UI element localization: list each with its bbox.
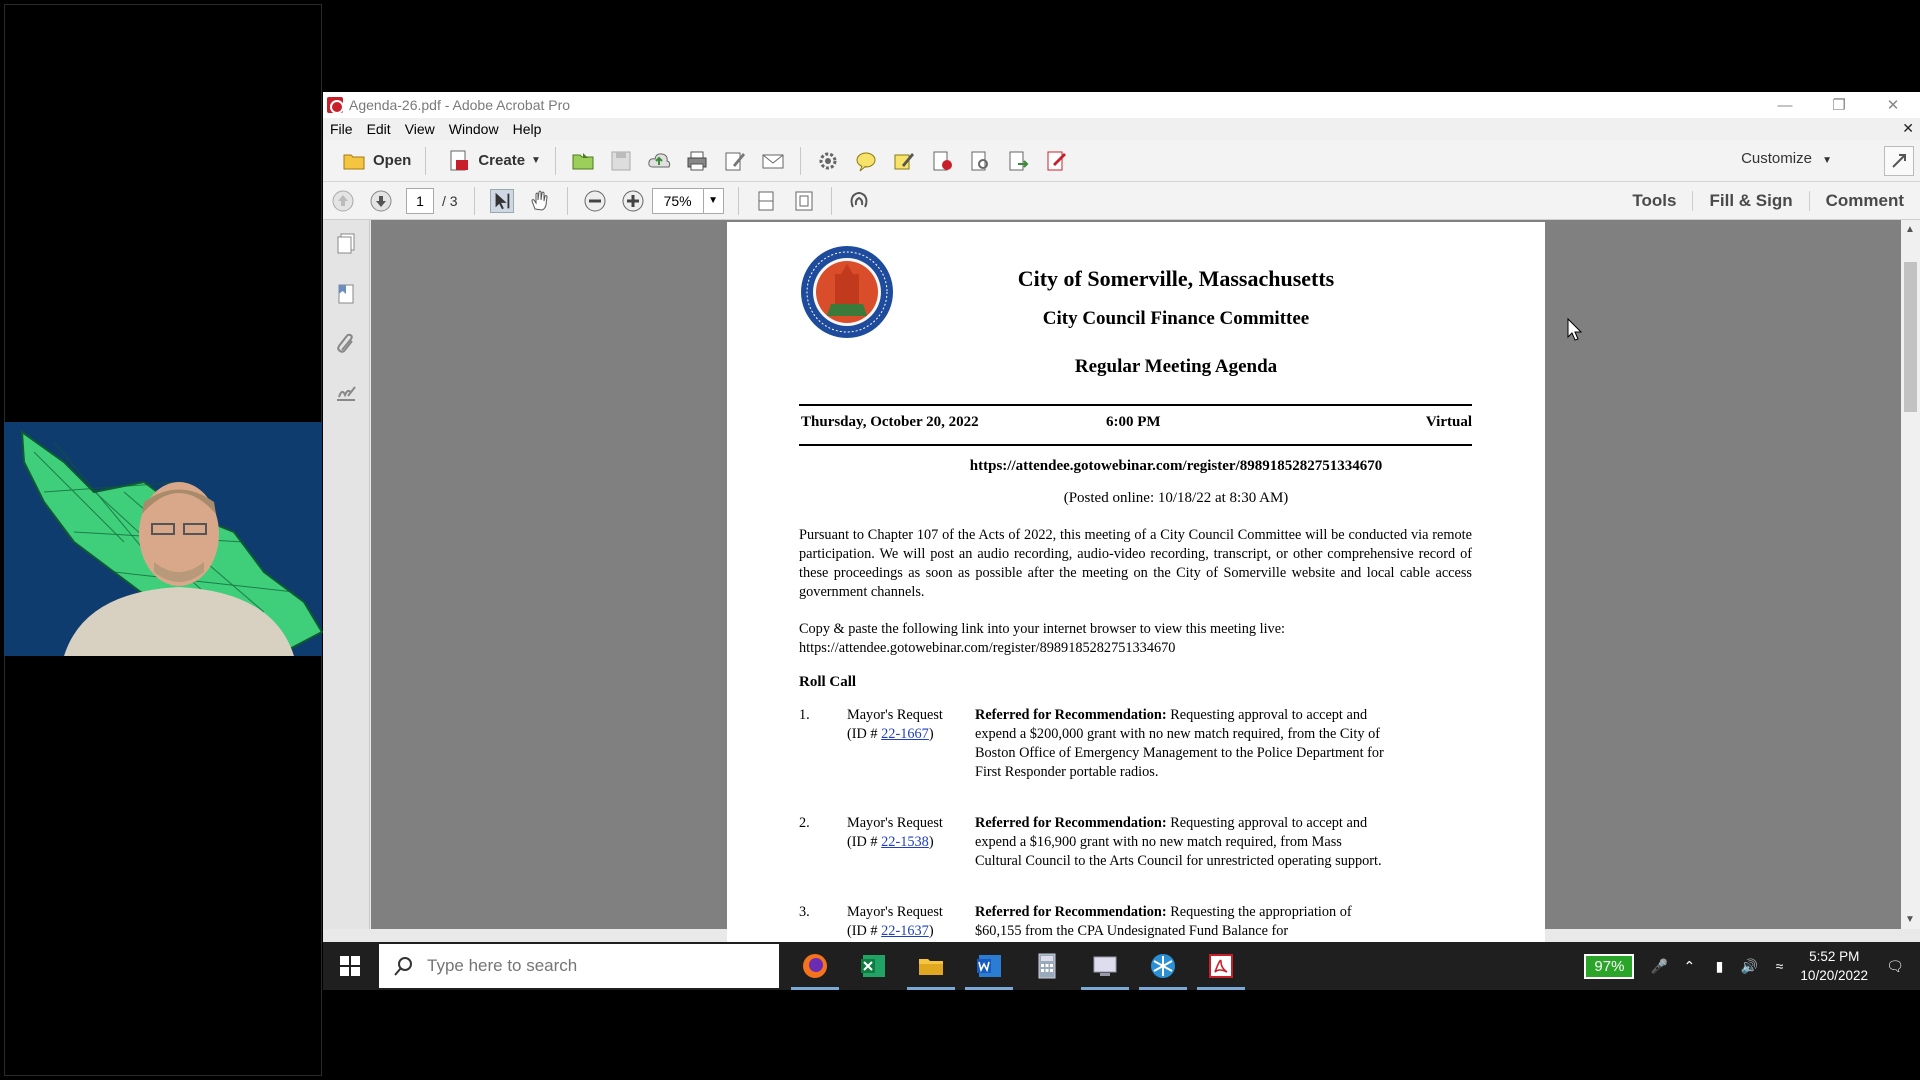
header-rule-bottom — [799, 444, 1472, 446]
live-link-instruction: Copy & paste the following link into your internet browser to view this meeting live: — [799, 621, 1286, 637]
scrollbar-thumb[interactable] — [1904, 262, 1917, 412]
excel-icon — [859, 952, 887, 980]
id-suffix: ) — [928, 834, 934, 850]
zoom-dropdown-icon[interactable]: ▼ — [704, 188, 724, 214]
customize-label: Customize — [1741, 150, 1812, 167]
open-file-icon[interactable] — [571, 149, 595, 173]
live-link-paragraph — [799, 620, 1472, 658]
system-tray — [1584, 942, 1920, 990]
id-prefix: (ID # — [847, 834, 882, 850]
create-pdf-icon — [447, 149, 471, 173]
document-city-title: City of Somerville, Massachusetts — [1017, 266, 1335, 291]
clock-time: 5:52 PM — [1809, 949, 1860, 964]
requester-label: Mayor's Request — [847, 815, 943, 831]
posted-online: (Posted online: 10/18/22 at 8:30 AM) — [1063, 490, 1289, 506]
id-prefix: (ID # — [847, 923, 882, 939]
zoom-in-icon[interactable] — [621, 189, 645, 213]
referral-label: Referred for Recommendation: — [975, 707, 1167, 723]
full-screen-icon[interactable] — [1884, 146, 1914, 176]
referral-label: Referred for Recommendation: — [975, 815, 1167, 831]
toolbar-separator — [474, 187, 475, 215]
battery-icon[interactable]: ▮ — [1715, 957, 1724, 974]
acrobat-window — [323, 92, 1920, 942]
previous-page-icon[interactable] — [331, 189, 355, 213]
minimize-button[interactable]: — — [1777, 96, 1793, 114]
notifications-icon[interactable]: 🗨 — [1886, 957, 1904, 974]
taskbar-file-explorer[interactable] — [903, 942, 959, 990]
open-button[interactable] — [329, 145, 417, 177]
item-number: 2. — [799, 815, 810, 831]
item-number: 3. — [799, 904, 810, 920]
tab-fill-sign[interactable]: Fill & Sign — [1692, 191, 1808, 211]
header-rule-top — [799, 404, 1472, 406]
create-dropdown-icon: ▼ — [531, 155, 541, 166]
next-page-icon[interactable] — [369, 189, 393, 213]
requester-label: Mayor's Request — [847, 707, 943, 723]
window-controls — [1758, 92, 1920, 118]
right-pane-tabs — [1616, 182, 1920, 220]
customize-button[interactable] — [1741, 150, 1832, 167]
protect-icon[interactable] — [968, 149, 992, 173]
active-indicator — [791, 987, 839, 990]
settings-gear-icon[interactable] — [816, 149, 840, 173]
meeting-location: Virtual — [1425, 414, 1472, 430]
city-map-background — [4, 422, 322, 656]
requester-label: Mayor's Request — [847, 904, 943, 920]
mouse-cursor-icon — [1567, 318, 1583, 342]
windows-taskbar — [323, 942, 1920, 990]
calculator-icon — [1033, 952, 1061, 980]
navigation-pane — [323, 220, 370, 929]
fit-page-icon[interactable] — [754, 189, 778, 213]
item-text: Requesting the appropriation of $60,155 from the CPA Undesignated Fund Balance for — [975, 904, 1352, 939]
item-id-link[interactable]: 22-1538 — [881, 834, 929, 850]
window-title: Agenda-26.pdf - Adobe Acrobat Pro — [349, 97, 571, 113]
open-label: Open — [373, 152, 412, 169]
webinar-url[interactable]: https://attendee.gotowebinar.com/register/8989185282751334670 — [969, 458, 1383, 474]
close-document-icon[interactable]: ✕ — [1902, 120, 1914, 136]
live-link-url[interactable]: https://attendee.gotowebinar.com/register/8989185282751334670 — [799, 640, 1176, 656]
page-thumbnails-icon[interactable] — [334, 232, 358, 256]
start-button[interactable] — [323, 942, 377, 990]
title-bar — [323, 92, 1920, 118]
roll-call-heading: Roll Call — [799, 674, 857, 690]
menu-edit[interactable]: Edit — [366, 121, 391, 137]
tab-comment[interactable]: Comment — [1809, 191, 1920, 211]
item-description — [975, 814, 1385, 871]
word-icon — [975, 952, 1003, 980]
toolbar-separator — [831, 187, 832, 215]
active-indicator — [1081, 987, 1129, 990]
menu-view[interactable]: View — [404, 121, 435, 137]
volume-icon[interactable]: 🔊 — [1740, 957, 1759, 974]
attachments-icon[interactable] — [334, 332, 358, 356]
search-input[interactable] — [427, 956, 757, 976]
print-icon[interactable] — [685, 149, 709, 173]
main-toolbar — [323, 140, 1920, 182]
pdf-page — [727, 222, 1545, 982]
menu-file[interactable]: File — [330, 121, 353, 137]
firefox-icon — [801, 952, 829, 980]
restore-button[interactable]: ❐ — [1832, 97, 1846, 114]
close-button[interactable]: ✕ — [1886, 97, 1900, 114]
windows-logo-icon — [340, 956, 360, 976]
item-id-link[interactable]: 22-1667 — [881, 726, 929, 742]
toolbar-separator — [567, 187, 568, 215]
email-icon[interactable] — [761, 149, 785, 173]
item-number: 1. — [799, 707, 810, 723]
taskbar-firefox[interactable] — [787, 942, 843, 990]
create-label: Create — [478, 152, 526, 169]
read-mode-icon[interactable] — [847, 189, 871, 213]
computer-icon — [1091, 952, 1119, 980]
comment-bubble-icon[interactable] — [854, 149, 878, 173]
search-icon — [393, 955, 415, 977]
highlight-icon[interactable] — [892, 149, 916, 173]
page-number-input[interactable]: 1 — [406, 188, 434, 214]
document-committee: City Council Finance Committee — [1042, 308, 1310, 329]
item-text: Requesting approval to accept and expend a $200,000 grant with no new match required, from the City of Boston Office of Emergency Management to the Police Department for First Responder portable radios. — [975, 707, 1384, 780]
item-description — [975, 706, 1385, 782]
battery-percentage: 97% — [1584, 954, 1634, 979]
taskbar-snowflake-app[interactable] — [1135, 942, 1191, 990]
cloud-upload-icon[interactable] — [647, 149, 671, 173]
toolbar-separator — [555, 147, 556, 175]
item-requester — [847, 706, 977, 744]
fit-width-icon[interactable] — [792, 189, 816, 213]
taskbar-calculator[interactable] — [1019, 942, 1075, 990]
document-agenda-title: Regular Meeting Agenda — [1074, 356, 1278, 377]
zoom-input[interactable]: 75% — [652, 188, 704, 214]
active-indicator — [1139, 987, 1187, 990]
participant-video — [4, 422, 322, 656]
sign-icon[interactable] — [1044, 149, 1068, 173]
taskbar-word[interactable] — [961, 942, 1017, 990]
snowflake-icon — [1149, 952, 1177, 980]
taskbar-clock[interactable] — [1800, 947, 1868, 985]
menu-help[interactable]: Help — [512, 121, 542, 137]
vertical-scrollbar[interactable] — [1901, 220, 1920, 929]
zoom-out-icon[interactable] — [583, 189, 607, 213]
taskbar-excel[interactable] — [845, 942, 901, 990]
active-indicator — [965, 987, 1013, 990]
meeting-time: 6:00 PM — [1106, 414, 1161, 430]
taskbar-acrobat[interactable] — [1193, 942, 1249, 990]
chevron-up-icon[interactable]: ⌃ — [1683, 957, 1696, 974]
scroll-up-icon[interactable]: ▲ — [1905, 224, 1915, 235]
item-requester — [847, 814, 977, 852]
menu-window[interactable]: Window — [448, 121, 499, 137]
id-suffix: ) — [928, 726, 934, 742]
remote-participation-paragraph: Pursuant to Chapter 107 of the Acts of 2022, this meeting of a City Council Committee will be conducted via remote participation. We will post an audio recording, audio-video recording, transcript, or other comprehensive record of these proceedings as soon as possible after the meeting on the City of Somerville website and local cable access government channels. — [799, 527, 1472, 600]
wifi-icon[interactable]: ≈ — [1775, 958, 1784, 974]
bookmarks-icon[interactable] — [334, 282, 358, 306]
tab-tools[interactable]: Tools — [1632, 191, 1677, 210]
item-requester — [847, 903, 977, 941]
edit-icon[interactable] — [723, 149, 747, 173]
item-id-link[interactable]: 22-1637 — [881, 923, 929, 939]
id-prefix: (ID # — [847, 726, 882, 742]
meeting-date: Thursday, October 20, 2022 — [801, 414, 979, 430]
page-total: / 3 — [442, 192, 458, 209]
menu-bar — [323, 118, 1920, 140]
taskbar-search[interactable] — [379, 944, 779, 988]
toolbar-separator — [800, 147, 801, 175]
id-suffix: ) — [928, 923, 934, 939]
toolbar-separator — [738, 187, 739, 215]
scroll-down-icon[interactable]: ▼ — [1905, 914, 1915, 925]
item-text: Requesting approval to accept and expend a $16,900 grant with no new match required, from Mass Cultural Council to the Arts Council for unrestricted operating support. — [975, 815, 1382, 869]
signatures-icon[interactable] — [334, 382, 358, 406]
referral-label: Referred for Recommendation: — [975, 904, 1167, 920]
microphone-icon[interactable]: 🎤 — [1650, 957, 1669, 974]
document-viewport[interactable] — [371, 220, 1901, 939]
customize-dropdown-icon: ▼ — [1822, 155, 1832, 166]
active-indicator — [907, 987, 955, 990]
navigation-toolbar — [323, 182, 1920, 220]
taskbar-remote-app[interactable] — [1077, 942, 1133, 990]
item-description — [975, 903, 1385, 941]
hand-tool-icon[interactable] — [528, 189, 552, 213]
create-button[interactable] — [434, 145, 547, 177]
save-icon[interactable] — [609, 149, 633, 173]
folder-icon — [917, 952, 945, 980]
acrobat-app-icon — [327, 97, 343, 113]
select-tool-icon[interactable] — [490, 189, 514, 213]
redact-icon[interactable] — [930, 149, 954, 173]
export-icon[interactable] — [1006, 149, 1030, 173]
acrobat-icon — [1207, 952, 1235, 980]
clock-date: 10/20/2022 — [1800, 968, 1868, 983]
folder-icon — [342, 149, 366, 173]
toolbar-separator — [425, 147, 426, 175]
active-indicator — [1197, 987, 1245, 990]
